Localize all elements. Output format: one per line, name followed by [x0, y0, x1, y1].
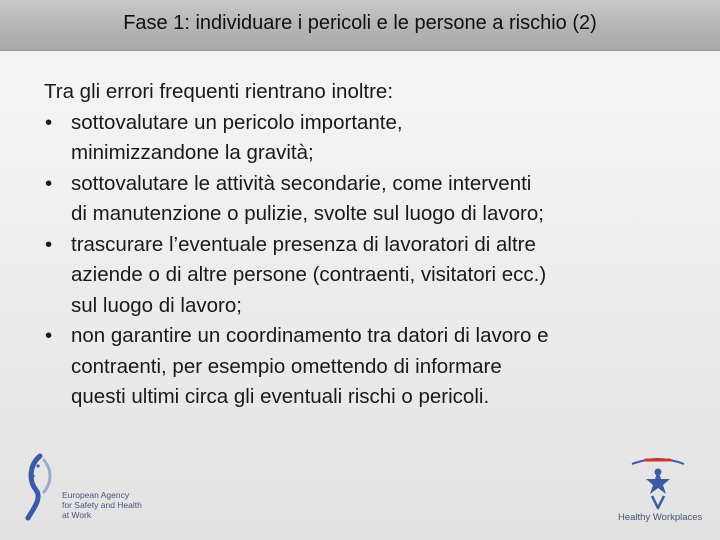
- bullet-item: [44, 321, 694, 413]
- bullet-line: di manutenzione o pulizie, svolte sul luogo di lavoro;: [71, 202, 544, 225]
- intro-text: Tra gli errori frequenti rientrano inoltre:: [44, 80, 394, 103]
- bullet-line: sottovalutare un pericolo importante,: [71, 110, 403, 134]
- agency-name-line: European Agency: [62, 490, 130, 500]
- bullet-line: sul luogo di lavoro;: [71, 293, 242, 317]
- bullet-dot: •: [45, 324, 53, 347]
- bullet-item: [44, 230, 694, 322]
- healthy-workplaces-logo-icon: [612, 452, 708, 510]
- eu-osha-logo: [22, 452, 162, 526]
- slide-body: [44, 77, 694, 413]
- bullet-list: [44, 108, 694, 413]
- bullet-item: [44, 108, 694, 169]
- bullet-line: contraenti, per esempio omettendo di informare: [71, 354, 502, 378]
- bullet-dot: •: [45, 232, 53, 256]
- slide-title: Fase 1: individuare i pericoli e le persone a rischio (2): [123, 12, 597, 34]
- agency-name-line: for Safety and Health: [62, 500, 142, 510]
- title-bar: [0, 0, 720, 51]
- bullet-dot: •: [45, 110, 53, 134]
- bullet-dot: •: [45, 171, 53, 195]
- bullet-line: minimizzandone la gravità;: [71, 141, 314, 164]
- campaign-name: Healthy Workplaces: [618, 512, 703, 523]
- bullet-item: [44, 169, 694, 230]
- healthy-workplaces-logo: [612, 452, 708, 528]
- bullet-line: non garantire un coordinamento tra datori di lavoro e: [71, 324, 549, 347]
- eu-osha-logo-icon: [22, 452, 62, 526]
- bullet-line: aziende o di altre persone (contraenti, visitatori ecc.): [71, 263, 547, 286]
- agency-name: [62, 490, 142, 520]
- bullet-line: questi ultimi circa gli eventuali rischi o pericoli.: [71, 385, 490, 408]
- bullet-line: trascurare l’eventuale presenza di lavoratori di altre: [71, 232, 536, 256]
- bullet-line: sottovalutare le attività secondarie, come interventi: [71, 171, 532, 195]
- agency-name-line: at Work: [62, 510, 92, 520]
